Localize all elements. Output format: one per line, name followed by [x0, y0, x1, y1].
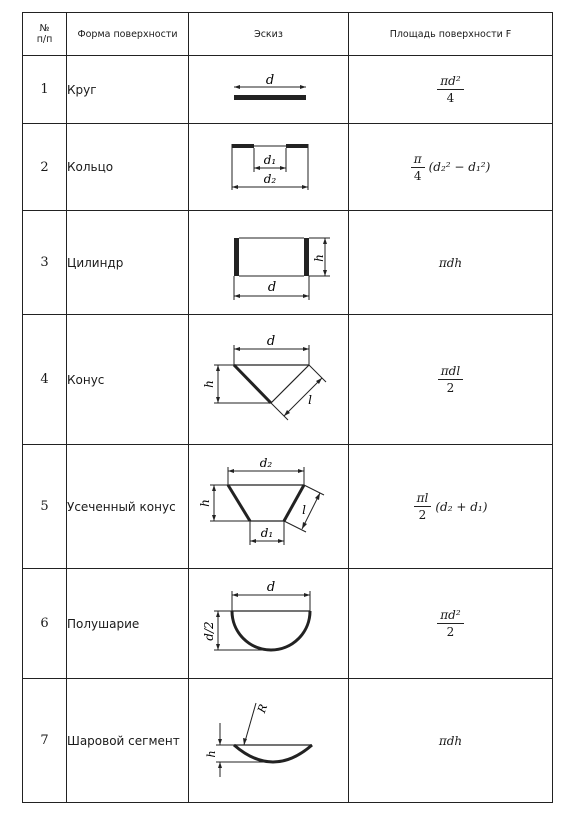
- row-number: 6: [23, 569, 67, 679]
- sketch-circle: [189, 56, 349, 124]
- row-shape-name: Конус: [67, 315, 189, 445]
- circle-sketch: [194, 65, 344, 115]
- table-row: [23, 56, 553, 124]
- sketch-cone: [189, 315, 349, 445]
- row-number: 7: [23, 679, 67, 803]
- formula-tail: (d₂² − d₁²): [428, 160, 491, 174]
- dim-d-half-label: d/2: [201, 620, 216, 641]
- dim-h-label: h: [197, 498, 212, 507]
- dim-d2-label: d₂: [263, 172, 276, 186]
- table-row: [23, 315, 553, 445]
- header-row: [23, 13, 553, 56]
- dim-r-label: R: [254, 701, 270, 715]
- dim-l-label: l: [307, 392, 312, 407]
- spherical-segment-sketch: [194, 689, 344, 793]
- dim-h-label: h: [311, 253, 326, 262]
- sketch-ring: [189, 124, 349, 211]
- dim-d-label: d: [266, 579, 275, 595]
- cone-sketch: [194, 325, 344, 435]
- row-shape-name: Усеченный конус: [67, 445, 189, 569]
- sketch-spherical-segment: [189, 679, 349, 803]
- row-formula: [349, 124, 553, 211]
- formula-denominator: 2: [446, 625, 455, 639]
- sketch-truncated-cone: [189, 445, 349, 569]
- formula-denominator: 2: [446, 381, 455, 395]
- row-number: 1: [23, 56, 67, 124]
- formula-numerator: πd²: [437, 608, 463, 624]
- dim-d-label: d: [265, 72, 274, 88]
- table-row: [23, 445, 553, 569]
- header-shape: Форма поверхности: [67, 13, 189, 56]
- table-row: [23, 124, 553, 211]
- dim-d1-label: d₁: [260, 525, 273, 540]
- row-number: 4: [23, 315, 67, 445]
- truncated-cone-sketch: [194, 455, 344, 559]
- formula-numerator: πdl: [438, 364, 463, 380]
- formula-denominator: 4: [413, 168, 422, 183]
- row-formula: [349, 56, 553, 124]
- dim-d-label: d: [267, 279, 276, 295]
- dim-h-label: h: [201, 379, 216, 388]
- surface-area-table: [22, 12, 553, 803]
- row-formula: [349, 569, 553, 679]
- sketch-cylinder: [189, 211, 349, 315]
- table-row: [23, 679, 553, 803]
- row-shape-name: Шаровой сегмент: [67, 679, 189, 803]
- dim-d-label: d: [266, 333, 275, 349]
- header-number: [23, 13, 67, 56]
- formula-numerator: πd²: [437, 74, 463, 90]
- header-number-abbr: п/п: [36, 34, 53, 45]
- table-row: [23, 211, 553, 315]
- cylinder-sketch: [194, 218, 344, 308]
- row-formula: πdh: [349, 679, 553, 803]
- formula-denominator: 4: [446, 91, 455, 105]
- formula-numerator: πl: [414, 491, 432, 507]
- sketch-hemisphere: [189, 569, 349, 679]
- row-formula: [349, 315, 553, 445]
- header-number-symbol: №: [39, 23, 50, 34]
- row-shape-name: Кольцо: [67, 124, 189, 211]
- row-shape-name: Круг: [67, 56, 189, 124]
- dim-l-label: l: [301, 502, 306, 517]
- header-sketch: Эскиз: [189, 13, 349, 56]
- row-shape-name: Полушарие: [67, 569, 189, 679]
- row-number: 2: [23, 124, 67, 211]
- hemisphere-sketch: [194, 577, 344, 671]
- table-row: [23, 569, 553, 679]
- row-formula: [349, 445, 553, 569]
- header-area: Площадь поверхности F: [349, 13, 553, 56]
- dim-d1-label: d₁: [263, 153, 276, 167]
- formula-numerator: π: [411, 152, 425, 168]
- ring-sketch: [194, 132, 344, 202]
- row-shape-name: Цилиндр: [67, 211, 189, 315]
- dim-h-label: h: [204, 749, 218, 758]
- formula-tail: (d₂ + d₁): [435, 499, 488, 514]
- formula-denominator: 2: [418, 508, 427, 522]
- dim-d2-label: d₂: [259, 455, 272, 470]
- row-formula: πdh: [349, 211, 553, 315]
- row-number: 3: [23, 211, 67, 315]
- row-number: 5: [23, 445, 67, 569]
